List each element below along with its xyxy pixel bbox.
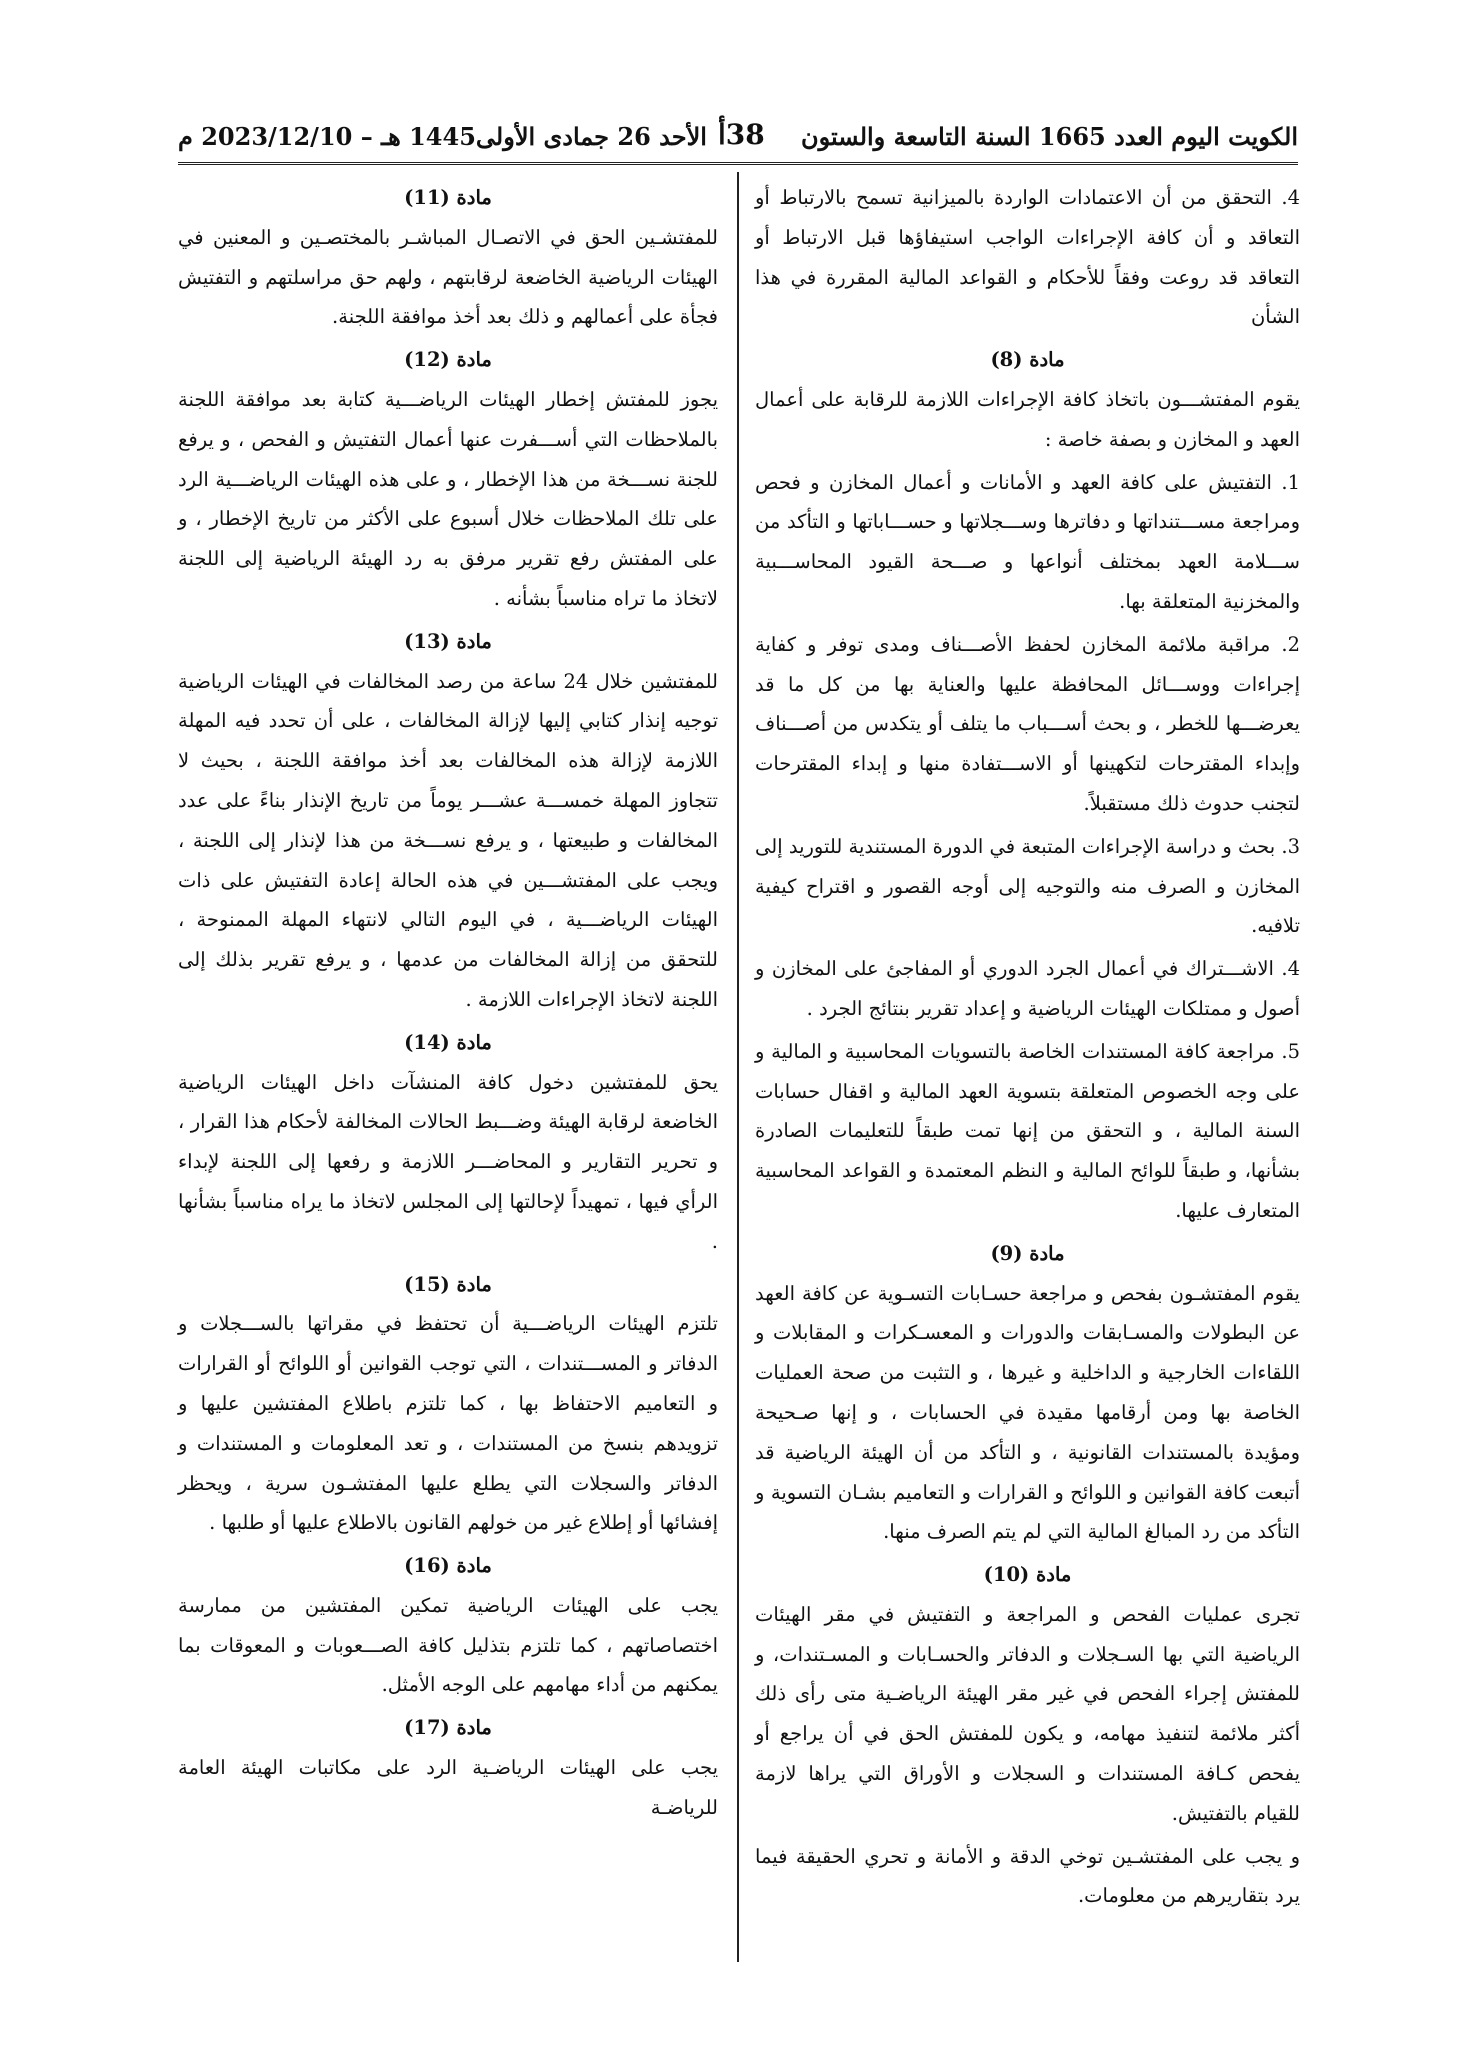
article-paragraph: للمفتشين خلال 24 ساعة من رصد المخالفات في الهيئات الرياضية توجيه إنذار كتابي إليها لإزالة المخالفات ، على أن تحدد فيه المهلة اللازمة لإزالة هذه المخالفات بعد أخذ موافقة اللجنة ، بحيث لا تتجاوز المهلة خمســـة عشـــر يوماً من تاريخ الإنذار بناءً على عدد المخالفات و طبيعتها ، و يرفع نســـخة من هذا لإنذار إلى اللجنة ، ويجب على المفتشـــين في هذه الحالة إعادة التفتيش على ذات الهيئات الرياضـــية ، في اليوم التالي لانتهاء المهلة الممنوحة ، للتحقق من إزالة المخالفات من عدمها ، و يرفع تقرير بذلك إلى اللجنة لاتخاذ الإجراءات اللازمة . (178, 669, 718, 1011)
article-paragraph: 3. بحث و دراسة الإجراءات المتبعة في الدورة المستندية للتوريد إلى المخازن و الصرف منه والتوجيه إلى أوجه القصور و اقتراح كيفية تلافيه. (755, 834, 1300, 938)
article-paragraph: يقوم المفتشـون بفحص و مراجعة حسـابات التسـوية عن كافة العهد عن البطولات والمسـابقات والدورات و المعسـكرات و المقابلات و اللقاءات الخارجية و الداخلية و غيرها ، و التثبت من صحة العمليات الخاصة بها ومن أرقامها مقيدة في الحسابات ، و إنها صـحيحة ومؤيدة بالمستندات القانونية ، و التأكد من أن الهيئة الرياضية قد أتبعت كافة القوانين و اللوائح و القرارات و التعاميم بشـان التسوية و التأكد من رد المبالغ المالية التي لم يتم الصرف منها. (755, 1281, 1300, 1544)
right-column (755, 178, 1300, 1919)
article-heading: مادة (10) (983, 1563, 1072, 1587)
article-paragraph: يجب على الهيئات الرياضـية الرد على مكاتبات الهيئة العامة للرياضـة (178, 1756, 718, 1819)
article-paragraph: 1. التفتيش على كافة العهد و الأمانات و أعمال المخازن و فحص ومراجعة مســـتنداتها و دفاترها وســـجلاتها و حســـاباتها و التأكد من ســـلامة العهد بمختلف أنواعها و صـــحة القيود المحاســـبية والمخزنية المتعلقة بها. (755, 470, 1300, 613)
article-paragraph: 4. الاشـــتراك في أعمال الجرد الدوري أو المفاجئ على المخازن و أصول و ممتلكات الهيئات الرياضية و إعداد تقرير بنتائج الجرد . (755, 957, 1300, 1020)
article-paragraph: يحق للمفتشين دخول كافة المنشآت داخل الهيئات الرياضية الخاضعة لرقابة الهيئة وضـــبط الحالات المخالفة لأحكام هذا القرار ، و تحرير التقارير و المحاضـــر اللازمة و رفعها إلى اللجنة لإبداء الرأي فيها ، تمهيداً لإحالتها إلى المجلس لاتخاذ ما يراه مناسباً بشأنها . (178, 1070, 718, 1253)
article-heading: مادة (12) (404, 348, 492, 372)
article-heading: مادة (14) (404, 1030, 492, 1054)
article-paragraph: 2. مراقبة ملائمة المخازن لحفظ الأصـــناف ومدى توفر و كفاية إجراءات ووســـائل المحافظة عليها والعناية بها من كل ما قد يعرضـــها للخطر ، و بحث أســـباب ما يتلف أو يتكدس من أصـــناف وإبداء المقترحات لتكهينها أو الاســـتفادة منها و إبداء المقترحات لتجنب حدوث ذلك مستقبلاً. (755, 632, 1300, 815)
article-paragraph: 5. مراجعة كافة المستندات الخاصة بالتسويات المحاسبية و المالية و على وجه الخصوص المتعلقة بتسوية العهد المالية و اقفال حسابات السنة المالية ، و التحقق من إنها تمت طبقاً للتعليمات الصادرة بشأنها، و طبقاً للوائح المالية و النظم المعتمدة و القواعد المحاسبية المتعارف عليها. (755, 1039, 1300, 1222)
article-paragraph: و يجب على المفتشـين توخي الدقة و الأمانة و تحري الحقيقة فيما يرد بتقاريرهم من معلومات. (755, 1844, 1300, 1908)
header-date: الأحد 26 جمادى الأولى1445 هـ – 2023/12/10 م (178, 122, 707, 151)
article-heading: مادة (15) (404, 1272, 492, 1296)
article-paragraph: للمفتشـين الحق في الاتصـال المباشـر بالمختصـين و المعنين في الهيئات الرياضية الخاضعة لرقابتهم ، ولهم حق مراسلتهم و التفتيش فجأة على أعمالهم و ذلك بعد أخذ موافقة اللجنة. (178, 225, 718, 329)
left-column (178, 178, 718, 1831)
article-paragraph: يقوم المفتشـــون باتخاذ كافة الإجراءات اللازمة للرقابة على أعمال العهد و المخازن و بصفة خاصة : (755, 387, 1300, 451)
page-number: 38أ (718, 118, 765, 151)
article-paragraph: 4. التحقق من أن الاعتمادات الواردة بالميزانية تسمح بالارتباط أو التعاقد و أن كافة الإجراءات الواجب استيفاؤها قبل الارتباط أو التعاقد قد روعت وفقاً للأحكام و القواعد المالية المقررة في هذا الشأن (755, 186, 1300, 329)
article-heading: مادة (17) (404, 1716, 492, 1740)
article-paragraph: يجب على الهيئات الرياضية تمكين المفتشين من ممارسة اختصاصاتهم ، كما تلتزم بتذليل كافة الصـــعوبات و المعوقات بما يمكنهم من أداء مهامهم على الوجه الأمثل. (178, 1593, 718, 1697)
column-divider (737, 172, 739, 1962)
article-heading: مادة (16) (404, 1554, 492, 1578)
article-heading: مادة (11) (404, 186, 492, 209)
header-issue-info: الكويت اليوم العدد 1665 السنة التاسعة والستون (801, 122, 1298, 151)
header-rule (178, 162, 1298, 165)
article-heading: مادة (9) (990, 1241, 1065, 1265)
article-paragraph: تجرى عمليات الفحص و المراجعة و التفتيش في مقر الهيئات الرياضية التي بها السـجلات و الدفاتر والحسـابات و المسـتندات، و للمفتش إجراء الفحص في غير مقر الهيئة الرياضـية متى رأى ذلك أكثر ملائمة لتنفيذ مهامه، و يكون للمفتش الحق في أن يراجع أو يفحص كـافة المستندات و السجلات و الأوراق التي يراها لازمة للقيام بالتفتيش. (755, 1602, 1300, 1825)
page-header (178, 118, 1298, 162)
article-paragraph: تلتزم الهيئات الرياضـــية أن تحتفظ في مقراتها بالســـجلات و الدفاتر و المســـتندات ، التي توجب القوانين أو اللوائح أو القرارات و التعاميم الاحتفاظ بها ، كما تلتزم باطلاع المفتشين عليها و تزويدهم بنسخ من المستندات ، و تعد المعلومات و المستندات و الدفاتر والسجلات التي يطلع عليها المفتشـون سرية ، ويحظر إفشائها أو إطلاع غير من خولهم القانون بالاطلاع عليها أو طلبها . (178, 1312, 718, 1535)
article-heading: مادة (13) (404, 629, 492, 653)
article-heading: مادة (8) (990, 348, 1065, 372)
article-paragraph: يجوز للمفتش إخطار الهيئات الرياضـــية كتابة بعد موافقة اللجنة بالملاحظات التي أســـفرت عنها أعمال التفتيش و الفحص ، و يرفع للجنة نســـخة من هذا الإخطار ، و على هذه الهيئات الرياضـــية الرد على تلك الملاحظات خلال أسبوع على الأكثر من تاريخ الإخطار ، و على المفتش رفع تقرير مرفق به رد الهيئة الرياضية إلى اللجنة لاتخاذ ما تراه مناسباً بشأنه . (178, 387, 718, 610)
